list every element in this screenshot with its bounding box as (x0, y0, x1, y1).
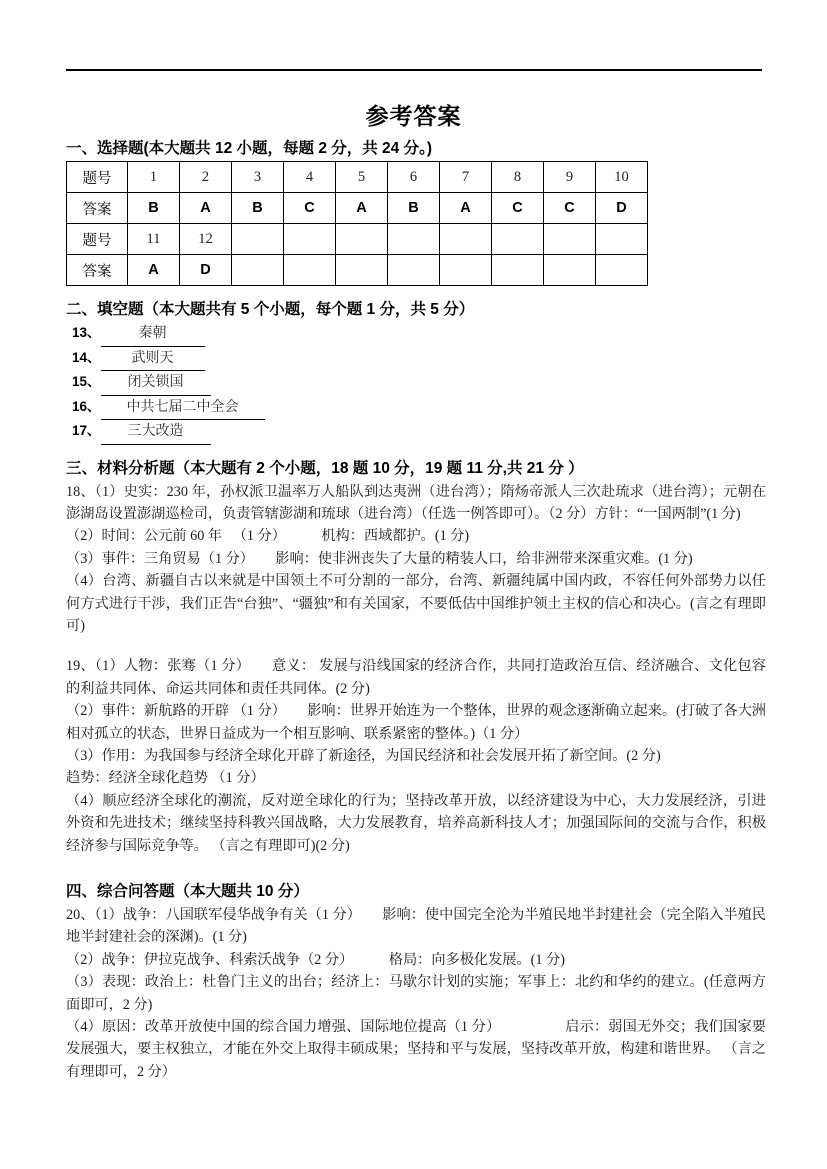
answer-cell: B (232, 193, 284, 224)
question-20-part-1: 20、（1）战争：八国联军侵华战争有关（1 分） 影响：使中国完全沦为半殖民地半封建社会（完全陷入半殖民地半封建社会的深渊)。(1 分) (66, 907, 766, 946)
list-item (66, 420, 766, 445)
section-heading-material-analysis: 三、材料分析题（本大题有 2 个小题，18 题 10 分，19 题 11 分,共 21 分 ） (66, 459, 584, 477)
document-body (66, 138, 766, 1083)
question-number-cell (336, 224, 388, 255)
question-19-part-4: （4）顺应经济全球化的潮流，反对逆全球化的行为；坚持改革开放，以经济建设为中心，大力发展经济，引进外资和先进技术；继续坚持科教兴国战略，大力发展教育，培养高新科技人才；加强国际间的交流与合作，积极经济参与国际竞争等。 （言之有理即可)(2 分) (66, 792, 766, 854)
question-number-cell: 1 (128, 162, 180, 193)
question-19-block (66, 655, 766, 857)
answer-cell: D (180, 255, 232, 286)
question-18-part-2: （2）时间：公元前 60 年 （1 分） 机构：西域都护。(1 分) (66, 528, 470, 545)
answer-cell: A (336, 193, 388, 224)
question-number-cell: 3 (232, 162, 284, 193)
answer-cell: C (544, 193, 596, 224)
question-18-part-1: 18、（1）史实：230 年，孙权派卫温率万人船队到达夷洲（进台湾）；隋炀帝派人三次赴琉求（进台湾）；元朝在澎湖岛设置澎湖巡检司，负责管辖澎湖和琉球（进台湾）（任选一例答即可）。（2 分）方针：“一国两制”(1 分) (66, 483, 766, 522)
section-heading-multiple-choice: 一、选择题(本大题共 12 小题，每题 2 分，共 24 分。) (66, 140, 433, 157)
question-number-cell (284, 224, 336, 255)
answer-cell (440, 255, 492, 286)
question-number-cell (440, 224, 492, 255)
question-number-cell: 11 (128, 224, 180, 255)
fill-item-answer: 武则天 (101, 348, 205, 372)
question-number-cell: 5 (336, 162, 388, 193)
question-20-block (66, 904, 766, 1083)
answer-cell (336, 255, 388, 286)
answer-cell: A (440, 193, 492, 224)
answer-cell (492, 255, 544, 286)
fill-item-number: 17、 (72, 423, 101, 438)
question-19-part-2: （2）事件：新航路的开辟 （1 分） 影响：世界开始连为一个整体，世界的观念逐渐确立起来。(打破了各大洲相对孤立的状态，世界日益成为一个相互影响、联系紧密的整体。)（1 分） (66, 703, 766, 742)
question-number-cell: 12 (180, 224, 232, 255)
question-number-cell: 8 (492, 162, 544, 193)
question-18-block (66, 481, 766, 638)
answer-cell (284, 255, 336, 286)
row-header-answer: 答案 (67, 193, 128, 224)
question-number-cell (596, 224, 648, 255)
table-row (67, 193, 648, 224)
question-18-part-3: （3）事件：三角贸易（1 分） 影响：使非洲丧失了大量的精装人口，给非洲带来深重灾难。(1 分) (66, 550, 693, 567)
table-row (67, 162, 648, 193)
multiple-choice-answer-table (66, 161, 648, 286)
answer-cell (544, 255, 596, 286)
answer-cell: C (284, 193, 336, 224)
answer-cell: D (596, 193, 648, 224)
fill-item-number: 15、 (72, 374, 101, 389)
question-number-cell (388, 224, 440, 255)
question-19-trend: 趋势：经济全球化趋势 （1 分） (66, 770, 265, 787)
answer-cell: A (128, 255, 180, 286)
table-row (67, 255, 648, 286)
question-number-cell (492, 224, 544, 255)
section-heading-fill-in-blank: 二、填空题（本大题共有 5 个小题，每个题 1 分，共 5 分） (66, 301, 475, 318)
list-item (66, 396, 766, 421)
header-divider-rule (66, 69, 762, 71)
question-20-part-2: （2）战争：伊拉克战争、科索沃战争（2 分） 格局：向多极化发展。(1 分) (66, 951, 565, 968)
spacer (66, 637, 766, 655)
question-number-cell: 2 (180, 162, 232, 193)
row-header-question-number: 题号 (67, 224, 128, 255)
question-number-cell: 6 (388, 162, 440, 193)
fill-item-number: 16、 (72, 398, 101, 414)
answer-cell: A (180, 193, 232, 224)
list-item (66, 322, 766, 347)
answer-cell: B (128, 193, 180, 224)
answer-cell (388, 255, 440, 286)
section-heading-comprehensive: 四、综合问答题（本大题共 10 分） (66, 883, 309, 900)
table-row (67, 224, 648, 255)
fill-item-number: 13、 (72, 325, 101, 340)
question-number-cell: 4 (284, 162, 336, 193)
list-item (66, 371, 766, 396)
question-number-cell (232, 224, 284, 255)
row-header-question-number: 题号 (67, 162, 128, 193)
fill-item-answer: 闭关锁国 (101, 372, 211, 396)
fill-item-answer: 三大改造 (101, 421, 211, 445)
question-number-cell: 10 (596, 162, 648, 193)
question-18-part-4: （4）台湾、新疆自古以来就是中国领土不可分割的一部分，台湾、新疆纯属中国内政，不容任何外部势力以任何方式进行干涉，我们正告“台独”、“疆独”和有关国家，不要低估中国维护领土主权的信心和决心。(言之有理即可) (66, 573, 766, 634)
question-number-cell (544, 224, 596, 255)
list-item (66, 347, 766, 372)
question-number-cell: 7 (440, 162, 492, 193)
question-20-part-4: （4）原因：改革开放使中国的综合国力增强、国际地位提高（1 分） 启示：弱国无外交；我们国家要发展强大，要主权独立，才能在外交上取得丰硕成果；坚持和平与发展，坚持改革开放，构建和谐世界。 （言之有理即可，2 分） (66, 1019, 766, 1080)
row-header-answer: 答案 (67, 255, 128, 286)
spacer (66, 857, 766, 881)
fill-in-blank-list (66, 322, 766, 445)
answer-cell (596, 255, 648, 286)
question-19-part-3: （3）作用：为我国参与经济全球化开辟了新途径，为国民经济和社会发展开拓了新空间。(2 分) (66, 747, 661, 764)
question-number-cell: 9 (544, 162, 596, 193)
fill-item-answer: 中共七届二中全会 (101, 397, 265, 421)
question-20-part-3: （3）表现：政治上：杜鲁门主义的出台；经济上：马歇尔计划的实施；军事上：北约和华约的建立。(任意两方面即可，2 分) (66, 974, 766, 1013)
question-19-part-1: 19、（1）人物：张骞（1 分） 意义： 发展与沿线国家的经济合作，共同打造政治互信、经济融合、文化包容的利益共同体、命运共同体和责任共同体。(2 分) (66, 658, 766, 697)
page-title: 参考答案 (365, 103, 462, 129)
answer-cell: B (388, 193, 440, 224)
answer-cell (232, 255, 284, 286)
fill-item-answer: 秦朝 (101, 323, 205, 347)
fill-item-number: 14、 (72, 349, 101, 365)
answer-cell: C (492, 193, 544, 224)
